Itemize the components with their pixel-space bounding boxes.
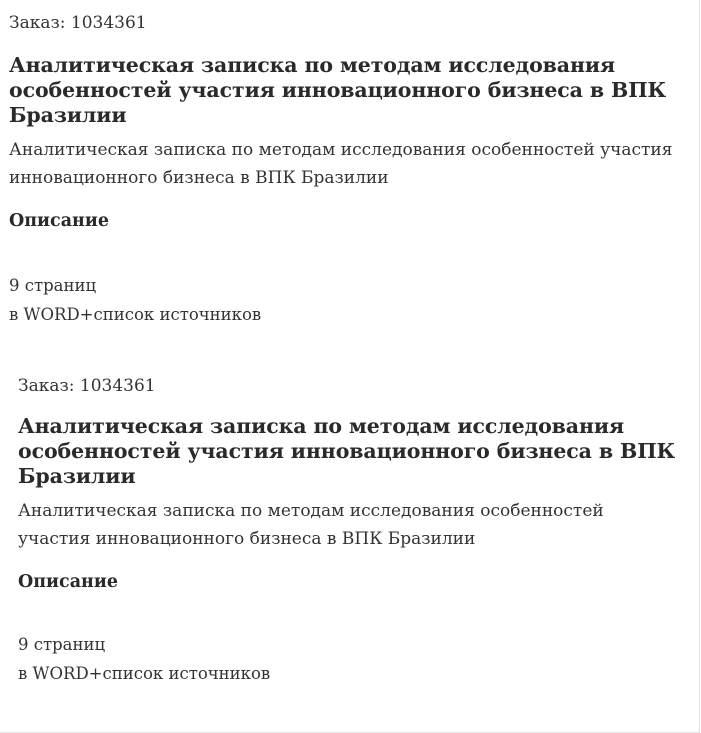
order-card-repeat <box>0 360 700 733</box>
description-block <box>9 271 689 329</box>
description-format: в WORD+список источников <box>9 305 262 324</box>
order-title: Аналитическая записка по методам исследования особенностей участия инновационного бизнеса в ВПК Бразилии <box>9 53 667 127</box>
description-block <box>18 630 680 688</box>
description-heading: Описание <box>18 572 118 592</box>
description-pages: 9 страниц <box>18 635 106 654</box>
order-subtitle: Аналитическая записка по методам исследования особенностей участия инновационного бизнеса в ВПК Бразилии <box>9 140 673 188</box>
order-title: Аналитическая записка по методам исследования особенностей участия инновационного бизнеса в ВПК Бразилии <box>18 414 676 488</box>
description-pages: 9 страниц <box>9 276 97 295</box>
order-number: Заказ: 1034361 <box>9 13 147 33</box>
description-format: в WORD+список источников <box>18 664 271 683</box>
order-number: Заказ: 1034361 <box>18 376 156 396</box>
order-subtitle: Аналитическая записка по методам исследования особенностей участия инновационного бизнеса в ВПК Бразилии <box>18 501 604 549</box>
description-heading: Описание <box>9 211 109 231</box>
